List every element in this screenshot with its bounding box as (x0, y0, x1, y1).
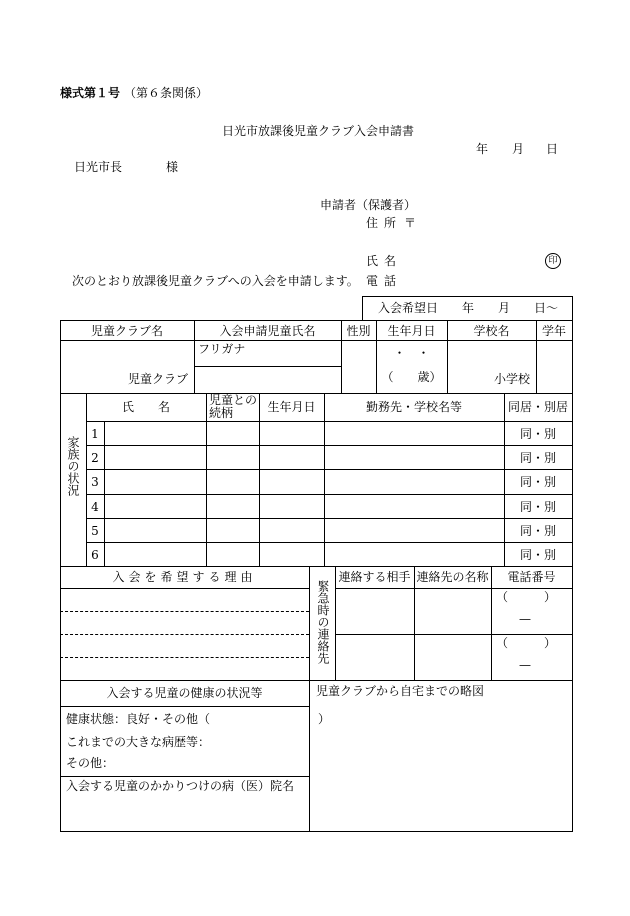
phone-dash: — (519, 658, 531, 672)
age-field: （ 歳） (381, 370, 442, 384)
reason-label: 入会を希望する理由 (112, 570, 257, 584)
header-dob: 生年月日 (387, 324, 436, 338)
header-child-name: 入会申請児童氏名 (219, 324, 316, 338)
emergency-header-phone: 電話番号 (507, 570, 556, 584)
family-header-cohab: 同居・別居 (507, 400, 568, 414)
postal-mark: 〒 (404, 216, 417, 230)
family-header-dob: 生年月日 (267, 400, 316, 414)
club-suffix: 児童クラブ (128, 372, 189, 386)
emergency-header-contact: 連絡する相手 (338, 570, 411, 584)
family-row-number: 6 (91, 548, 99, 562)
furigana-label: フリガナ (198, 342, 246, 356)
date-year-label: 年 (476, 142, 489, 156)
clinic-label: 入会する児童のかかりつけの病（医）院名 (66, 779, 295, 793)
intro-text: 次のとおり放課後児童クラブへの入会を申請します。 (72, 274, 359, 288)
header-school: 学校名 (473, 324, 510, 338)
family-row-number: 4 (91, 500, 99, 514)
family-row-number: 5 (91, 524, 99, 538)
health-other: その他： (66, 756, 115, 770)
date-day-label: 日 (546, 142, 559, 156)
phone-dash: — (519, 612, 531, 626)
family-row-number: 2 (91, 451, 99, 465)
health-condition: 健康状態：良好・その他（ ） (66, 712, 331, 726)
desired-start-month: 月 (498, 301, 511, 315)
header-club-name: 児童クラブ名 (90, 324, 163, 338)
form-number: 様式第１号 (60, 86, 121, 100)
family-row-cohab: 同・別 (519, 475, 556, 489)
emergency-section-label: 緊急時の連絡先 (316, 580, 330, 664)
phone-area-paren: （ ） (495, 590, 556, 604)
health-title: 入会する児童の健康の状況等 (106, 686, 263, 700)
medical-history: これまでの大きな病歴等： (66, 735, 211, 749)
phone-label: 電話 (366, 274, 403, 288)
family-row-cohab: 同・別 (519, 524, 556, 538)
family-header-work: 勤務先・学校名等 (365, 400, 462, 414)
dob-dots: ・ ・ (393, 346, 430, 360)
applicant-label: 申請者（保護者） (320, 198, 417, 212)
family-row-cohab: 同・別 (519, 500, 556, 514)
family-row-cohab: 同・別 (519, 451, 556, 465)
phone-area-paren: （ ） (495, 636, 556, 650)
family-header-name: 氏 名 (121, 400, 170, 414)
emergency-header-place: 連絡先の名称 (416, 570, 489, 584)
addressee-name: 日光市長 (74, 160, 123, 174)
family-row-cohab: 同・別 (519, 427, 556, 441)
map-label: 児童クラブから自宅までの略図 (316, 684, 485, 698)
family-section-label: 家族の状況 (66, 436, 80, 496)
family-row-number: 1 (91, 427, 99, 441)
desired-start-label: 入会希望日 (378, 301, 439, 315)
family-header-relation: 児童との続柄 (209, 393, 258, 420)
form-title: 日光市放課後児童クラブ入会申請書 (222, 124, 415, 138)
family-row-number: 3 (91, 475, 99, 489)
form-reference: （第６条関係） (124, 86, 209, 100)
name-label: 氏名 (366, 254, 403, 268)
seal-mark: 印 (545, 253, 561, 269)
header-sex: 性別 (346, 324, 371, 338)
address-label: 住所 (366, 216, 403, 230)
date-month-label: 月 (512, 142, 525, 156)
addressee-honorific: 様 (166, 160, 179, 174)
desired-start-year: 年 (462, 301, 475, 315)
desired-start-day: 日〜 (534, 301, 559, 315)
header-grade: 学年 (541, 324, 566, 338)
family-row-cohab: 同・別 (519, 548, 556, 562)
school-suffix: 小学校 (494, 372, 531, 386)
